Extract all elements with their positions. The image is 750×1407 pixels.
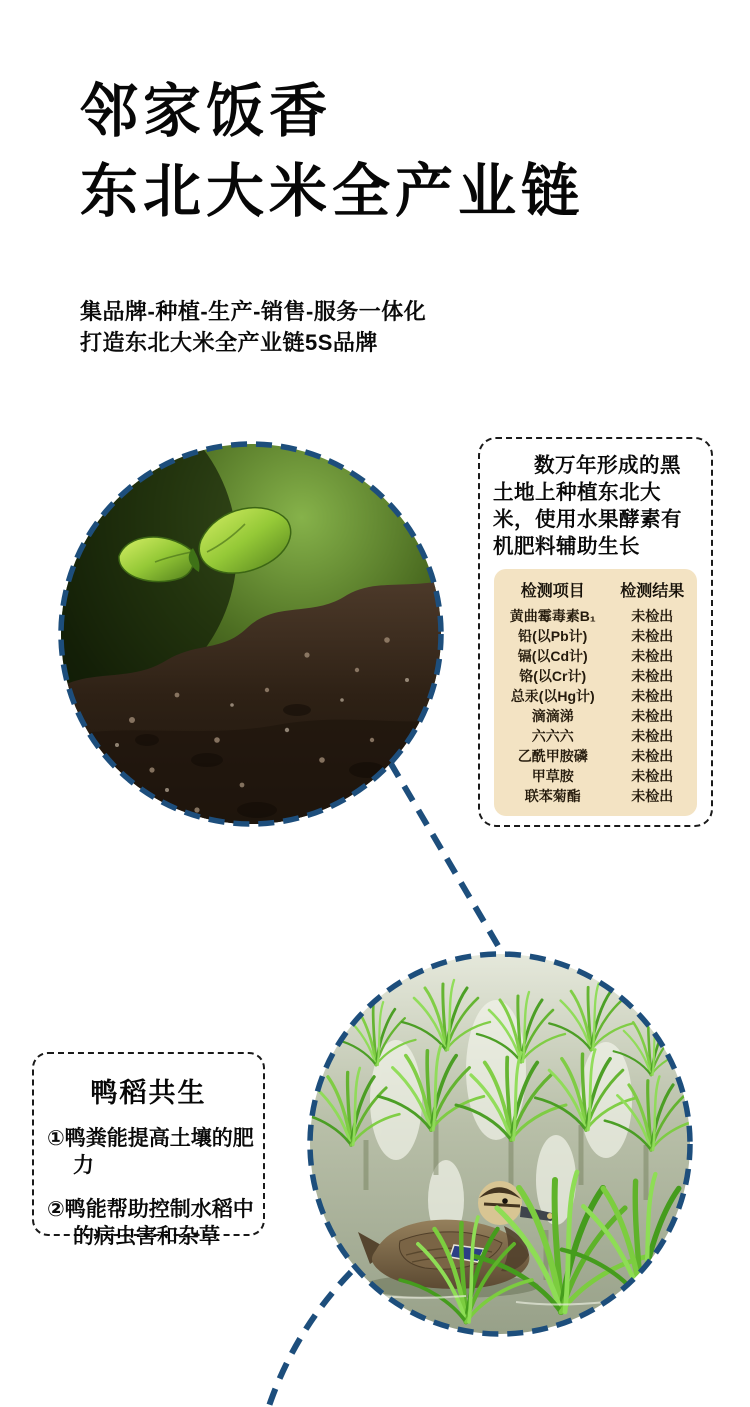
table-row: 滴滴涕 未检出 bbox=[531, 708, 674, 724]
soil-seedling-photo bbox=[57, 440, 445, 828]
page-title-line1: 邻家饭香 bbox=[80, 79, 333, 144]
table-header-row bbox=[496, 578, 695, 601]
duck-rice-item-1: ①鸭粪能提高土壤的肥力 bbox=[47, 1127, 254, 1177]
table-header-result: 检测结果 bbox=[620, 583, 685, 600]
table-row: 联苯菊酯 未检出 bbox=[524, 788, 674, 804]
test-results-table bbox=[494, 569, 697, 816]
rice-paddy-duck-photo bbox=[306, 950, 694, 1338]
table-row: 镉(以Cd计) 未检出 bbox=[517, 648, 674, 664]
page-subtitle bbox=[80, 296, 426, 358]
duck-rice-items bbox=[47, 1125, 255, 1250]
page-subtitle-line1: 集品牌-种植-生产-销售-服务一体化 bbox=[80, 299, 427, 324]
page-subtitle-line2: 打造东北大米全产业链5S品牌 bbox=[80, 330, 378, 355]
page-title-line2: 东北大米全产业链 bbox=[80, 159, 585, 224]
soil-photo-circle bbox=[57, 440, 445, 828]
table-row: 黄曲霉毒素B₁ 未检出 bbox=[509, 608, 674, 624]
duck-rice-info-box bbox=[32, 1052, 265, 1248]
table-row: 总汞(以Hg计) 未检出 bbox=[510, 688, 674, 704]
table-row: 乙酰甲胺磷 未检出 bbox=[517, 748, 674, 764]
table-row: 甲草胺 未检出 bbox=[531, 768, 674, 784]
duck-rice-item-2: ②鸭能帮助控制水稻中的病虫害和杂草 bbox=[47, 1198, 254, 1248]
table-header-item: 检测项目 bbox=[520, 583, 585, 600]
table-row: 六六六 未检出 bbox=[531, 728, 674, 744]
table-row: 铅(以Pb计) 未检出 bbox=[518, 628, 674, 644]
paddy-duck-photo-circle bbox=[306, 950, 694, 1338]
table-row: 铬(以Cr计) 未检出 bbox=[519, 668, 674, 684]
page-title bbox=[80, 72, 584, 232]
soil-description: 数万年形成的黑土地上种植东北大米，使用水果酵素有机肥料辅助生长 bbox=[493, 454, 682, 558]
soil-info-box bbox=[478, 437, 713, 827]
duck-rice-title: 鸭稻共生 bbox=[90, 1078, 207, 1108]
